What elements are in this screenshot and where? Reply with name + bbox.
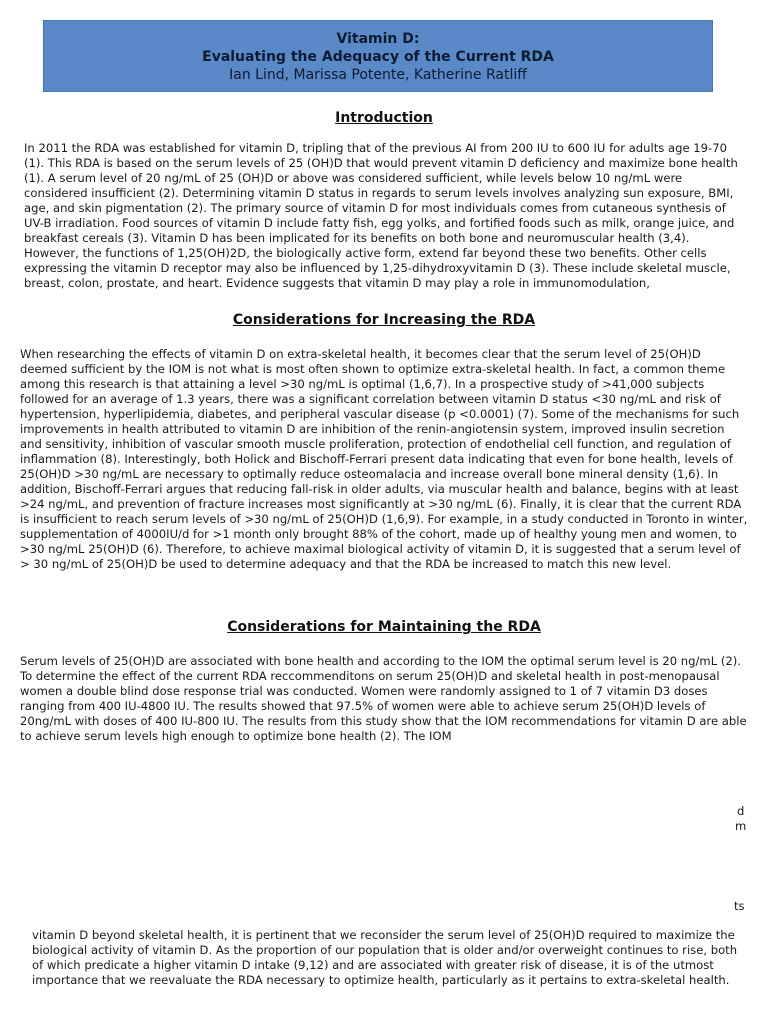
authors: Ian Lind, Marissa Potente, Katherine Ratliff	[229, 67, 527, 83]
conclusion-paragraph: vitamin D beyond skeletal health, it is pertinent that we reconsider the serum level of 25(OH)D required to maximize the biological activity of vitamin D. As the proportion of our population that is older and/or overweight continues to rise, both of which predicate a higher vitamin D intake (9,12) and are associated with greater risk of disease, it is of the utmost importance that we reevaluate the RDA necessary to optimize health, particularly as it pertains to extra-skeletal health.	[32, 928, 738, 987]
title-banner	[43, 20, 713, 92]
increasing-heading: Considerations for Increasing the RDA	[232, 312, 536, 328]
title-line-2: Evaluating the Adequacy of the Current RDA	[202, 49, 554, 65]
maintaining-heading: Considerations for Maintaining the RDA	[227, 619, 541, 635]
introduction-heading: Introduction	[335, 110, 433, 126]
title-line-1: Vitamin D:	[336, 31, 420, 47]
cutoff-fragment-3: ts	[734, 899, 745, 913]
introduction-paragraph: In 2011 the RDA was established for vitamin D, tripling that of the previous AI from 200 IU to 600 IU for adults age 19-70 (1). This RDA is based on the serum levels of 25 (OH)D that would prevent vitamin D deficiency and maximize bone health (1). A serum level of 20 ng/mL of 25 (OH)D or above was considered sufficient, while levels below 10 ng/mL were considered insufficient (2). Determining vitamin D status in regards to serum levels involves analyzing sun exposure, BMI, age, and skin pigmentation (2). The primary source of vitamin D for most individuals comes from cutaneous synthesis of UV-B irradiation. Food sources of vitamin D include fatty fish, egg yolks, and fortified foods such as milk, orange juice, and breakfast cereals (3). Vitamin D has been implicated for its benefits on both bone and neuromuscular health (3,4). However, the functions of 1,25(OH)2D, the biologically active form, extend far beyond these two benefits. Other cells expressing the vitamin D receptor may also be influenced by 1,25-dihydroxyvitamin D (3). These include skeletal muscle, breast, colon, prostate, and heart. Evidence suggests that vitamin D may play a role in immunomodulation,	[24, 141, 738, 290]
increasing-paragraph: When researching the effects of vitamin D on extra-skeletal health, it becomes clear that the serum level of 25(OH)D deemed sufficient by the IOM is not what is most often shown to optimize extra-skeletal health. In fact, a common theme among this research is that attaining a level >30 ng/mL is optimal (1,6,7). In a prospective study of >41,000 subjects followed for an average of 1.3 years, there was a significant correlation between vitamin D status <30 ng/mL and risk of hypertension, hyperlipidemia, diabetes, and peripheral vascular disease (p <0.0001) (7). Some of the mechanisms for such improvements in health attributed to vitamin D are inhibition of the renin-angiotensin system, improved insulin secretion and sensitivity, inhibition of vascular smooth muscle proliferation, protection of endothelial cell function, and regulation of inflammation (8). Interestingly, both Holick and Bischoff-Ferrari present data indicating that even for bone health, levels of 25(OH)D >30 ng/mL are necessary to optimally reduce osteomalacia and increase overall bone mineral density (1,6). In addition, Bischoff-Ferrari argues that reducing fall-risk in older adults, via muscular health and balance, begins with at least >24 ng/mL, and prevention of fracture increases most significantly at >30 ng/mL (6). Finally, it is clear that the current RDA is insufficient to reach serum levels of >30 ng/mL of 25(OH)D (1,6,9). For example, in a study conducted in Toronto in winter, supplementation of 4000IU/d for >1 month only brought 88% of the cohort, made up of healthy young men and women, to >30 ng/mL 25(OH)D (6). Therefore, to achieve maximal biological activity of vitamin D, it is suggested that a serum level of > 30 ng/mL of 25(OH)D be used to determine adequacy and that the RDA be increased to match this new level.	[20, 347, 748, 571]
cutoff-fragment-1: d	[737, 804, 745, 818]
maintaining-paragraph: Serum levels of 25(OH)D are associated with bone health and according to the IOM the optimal serum level is 20 ng/mL (2). To determine the effect of the current RDA reccommenditons on serum 25(OH)D and skeletal health in post-menopausal women a double blind dose response trial was conducted. Women were randomly assigned to 1 of 7 vitamin D3 doses ranging from 400 IU-4800 IU. The results showed that 97.5% of women were able to achieve serum 25(OH)D levels of 20ng/mL with doses of 400 IU-800 IU. The results from this study show that the IOM recommendations for vitamin D are able to achieve serum levels high enough to optimize bone health (2). The IOM	[20, 654, 747, 743]
cutoff-fragment-2: m	[735, 819, 747, 833]
